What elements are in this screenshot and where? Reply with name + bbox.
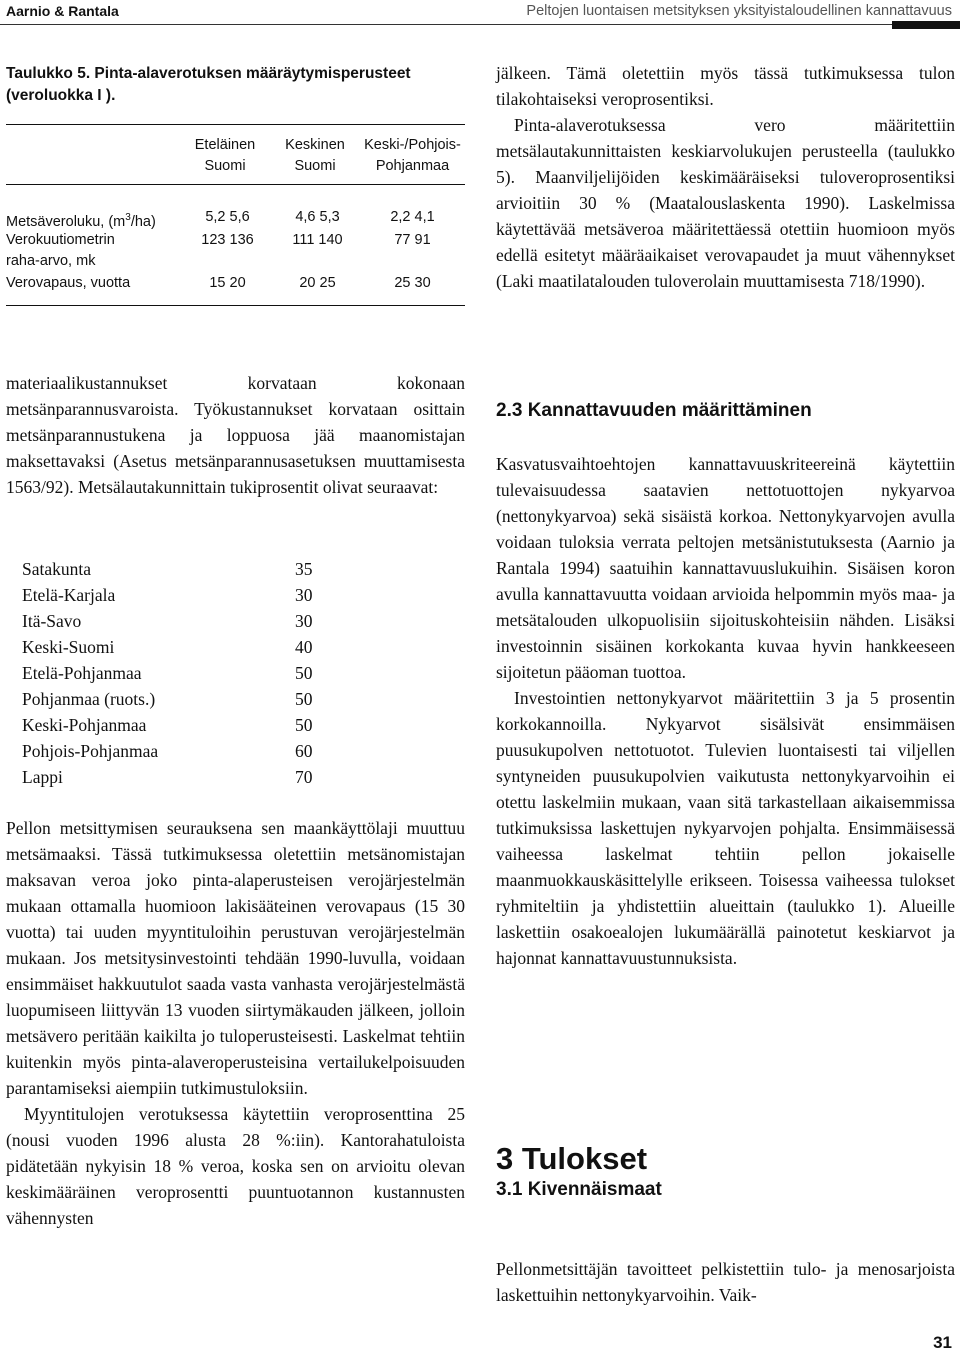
tukiprosentit-list: [22, 556, 342, 790]
table-header-rule: [6, 184, 465, 185]
section-heading-3-1: 3.1 Kivennäismaat: [496, 1179, 662, 1200]
table-cell: 123 136: [201, 232, 254, 248]
right-column-top: jälkeen. Tämä oletettiin myös tässä tutkimuksessa tulon tilakohtaiseksi veroprosentiksi. Pinta-alaverotuksessa vero määritettiin metsälautakunnittaisten keskiarvolukujen perusteella (taulukko 5). Maanviljelijöiden keskimääräiseksi tuloveroprosentiksi arvioitiin 30 % (Maatalouslaskenta 1990). Laskelmissa käytettävää metsäveroa määritettäessä otettiin huomioon myös edellä esitetyt määräaikaiset verovapaudet ja muut vähennykset (Laki maatilatalouden tuloverolain muuttamisesta 718/1990).: [496, 63, 955, 291]
list-item: Etelä-Karjala 30: [22, 585, 313, 605]
table-cell: 20 25: [299, 275, 336, 291]
table-cell: 111 140: [292, 232, 343, 248]
list-item: Lappi 70: [22, 767, 313, 787]
list-item: Itä-Savo 30: [22, 611, 313, 631]
table-cell: 5,2 5,6: [205, 209, 250, 225]
table-top-rule: [6, 124, 465, 125]
table-row-label: Verovapaus, vuotta: [6, 275, 131, 291]
table-col-header: Keski-/Pohjois- Pohjanmaa: [364, 137, 461, 174]
table-row-label: raha-arvo, mk: [6, 253, 96, 269]
table-cell: 2,2 4,1: [390, 209, 435, 225]
table-col-header: Keskinen Suomi: [285, 137, 345, 174]
list-item: Pohjois-Pohjanmaa 60: [22, 741, 313, 761]
header-title: Peltojen luontaisen metsityksen yksityistaloudellinen kannattavuus: [526, 3, 952, 19]
header-authors: Aarnio & Rantala: [6, 3, 119, 19]
table-cell: 25 30: [394, 275, 431, 291]
table-bottom-rule: [6, 305, 465, 306]
section-heading-2-3: 2.3 Kannattavuuden määrittäminen: [496, 400, 812, 421]
left-column-para2: Pellon metsittymisen seurauksena sen maankäyttölaji muuttuu metsämaaksi. Tässä tutkimuksessa oletettiin metsänomistajan maksavan veroa joko pinta-alaperusteisen verojärjestelmän mukaan ottamalla huomioon lakisääteinen verovapaus (15 30 vuotta) tai uuden myyntituloihin perustuvan verojärjestelmän mukaan. Jos metsitysinvestointi tehdään 1990-luvulla, voidaan ensimmäiset hakkuutulot saada vasta vanhasta verojärjestelmästä luopumiseen liittyvän 13 vuoden siirtymäkauden jälkeen, jolloin metsävero peritään kaikilta jo tuloperusteisesti. Laskelmat tehtiin kuitenkin myös pinta-alaveroperusteisina vertailukelpoisuuden parantamiseksi aiempiin tutkimustuloksiin. Myyntitulojen verotuksessa käytettiin veroprosenttina 25 (nousi vuoden 1996 alusta 28 %:iin). Kantorahatuloista pidätetään nykyisin 18 % veroa, koska sen on arvioitu olevan keskimääräinen veroprosentti puuntuotannon kustannusten vähennysten: [6, 818, 465, 1228]
list-item: Etelä-Pohjanmaa 50: [22, 663, 313, 683]
table-cell: 15 20: [209, 275, 246, 291]
left-column-para1: materiaalikustannukset korvataan kokonaan metsänparannusvaroista. Työkustannukset korvataan osittain metsänparannustukena ja loppuosa jää maanomistajan maksettavaksi (Asetus metsänparannusasetuksen muuttamisesta 1563/92). Metsälautakunnittain tukiprosentit olivat seuraavat:: [6, 373, 465, 497]
list-item: Satakunta 35: [22, 559, 313, 579]
section-heading-3: 3 Tulokset: [496, 1141, 648, 1176]
table-row-label: Metsäveroluku, $(m^3/ha)$: [6, 212, 156, 230]
header-rule: [0, 24, 960, 25]
table-cell: 4,6 5,3: [295, 209, 340, 225]
table-col-header: Eteläinen Suomi: [194, 137, 256, 174]
list-item: Keski-Pohjanmaa 50: [22, 715, 313, 735]
page-number: 31: [933, 1333, 952, 1352]
table-cell: 77 91: [394, 232, 431, 248]
list-item: Pohjanmaa (ruots.) 50: [22, 689, 313, 709]
table-title: Taulukko 5. Pinta-alaverotuksen määräytymisperusteet (veroluokka I ).: [6, 65, 411, 104]
list-item: Keski-Suomi 40: [22, 637, 313, 657]
header-bar: [892, 21, 960, 29]
right-column-middle: Kasvatusvaihtoehtojen kannattavuuskriteereinä käytettiin tulevaisuudessa saatavien nettotuottojen nykyarvoa (nettonykyarvoa) sekä sisäistä korkoa. Nettonykyarvojen avulla voidaan tuloksia verrata peltojen metsänistutuksesta (Aarnio ja Rantala 1994) saatuihin kannattavuuslukuihin. Sisäisen koron avulla kannattavuutta voidaan arvioida helpommin myös maa- ja metsätalouden ulkopuolisiin sijoituskohteisiin nähden. Lisäksi investoinnin sisäinen korkokanta kuvaa hyvin hankkeeseen sijoitetun pääoman tuottoa. Investointien nettonykyarvot määritettiin 3 ja 5 prosentin korkokannoilla. Nykyarvot sisälsivät ensimmäisen puusukupolven nettotuotot. Tulevien luontaisesti tai viljellen syntyneiden puusukupolvien vaikutusta nettonykyarvoihin ei otettu laskelmiin mukaan, vaan sitä tarkastellaan aikaisemmissa tutkimuksissa laskettujen nykyarvojen pohjalta. Ensimmäisessä vaiheessa laskelmat tehtiin pellon jokaiselle maanmuokkauskäsittelylle erikseen. Toisessa vaiheessa tulokset ryhmiteltiin ja yhdistettiin alueittain (taulukko 1). Alueille laskettiin osakoealojen lukumäärällä painotetut keskiarvot ja hajonnat kannattavuustunnuksista.: [496, 454, 955, 968]
right-column-bottom: Pellonmetsittäjän tavoitteet pelkistettiin tulo- ja menosarjoista laskettuihin nettonykyarvoihin. Vaik-: [496, 1259, 955, 1305]
table-row-label: Verokuutiometrin: [6, 232, 115, 248]
running-header: [0, 0, 960, 26]
